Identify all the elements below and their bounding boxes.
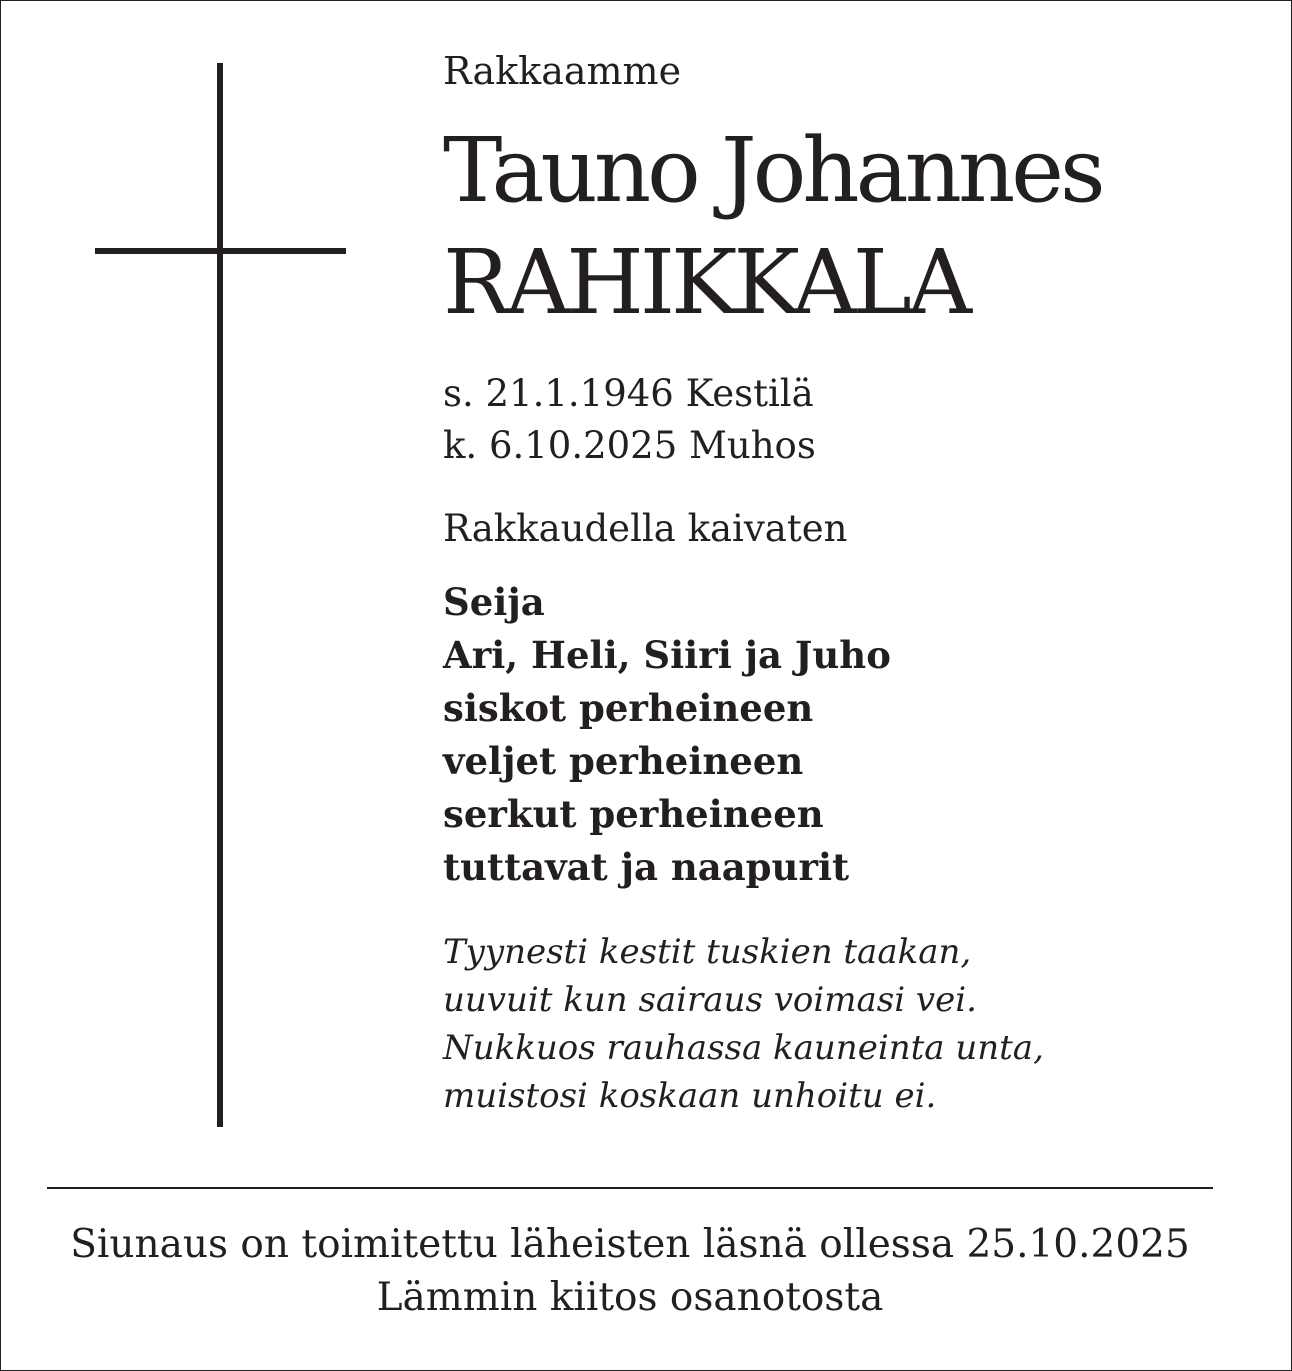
poem-line: Nukkuos rauhassa kauneinta unta, — [443, 1028, 1044, 1068]
family-member: tuttavat ja naapurit — [443, 845, 850, 889]
obituary-content — [443, 48, 1263, 1120]
blessing-text: Siunaus on toimitettu läheisten läsnä ollessa 25.10.2025 — [70, 1222, 1190, 1267]
family-member: siskot perheineen — [443, 686, 814, 730]
birth-date: s. 21.1.1946 Kestilä — [443, 372, 814, 415]
poem-line: muistosi koskaan unhoitu ei. — [443, 1076, 937, 1116]
divider-line — [47, 1187, 1213, 1189]
cross-vertical-bar — [217, 63, 223, 1127]
poem-line: Tyynesti kestit tuskien taakan, — [443, 932, 972, 972]
cross-horizontal-bar — [95, 248, 346, 254]
surname: RAHIKKALA — [443, 230, 969, 334]
family-member: Seija — [443, 580, 545, 624]
poem-line: uuvuit kun sairaus voimasi vei. — [443, 980, 977, 1020]
family-member: veljet perheineen — [443, 739, 804, 783]
mourning-text: Rakkaudella kaivaten — [443, 507, 848, 550]
family-member: serkut perheineen — [443, 792, 824, 836]
deceased-name — [443, 114, 1263, 338]
thanks-text: Lämmin kiitos osanotosta — [376, 1275, 884, 1320]
funeral-note — [0, 1218, 1260, 1324]
memorial-poem — [443, 928, 1263, 1120]
family-member: Ari, Heli, Siiri ja Juho — [443, 633, 891, 677]
first-names: Tauno Johannes — [443, 118, 1102, 222]
death-date: k. 6.10.2025 Muhos — [443, 424, 816, 467]
life-dates — [443, 368, 1263, 472]
intro-text: Rakkaamme — [443, 49, 682, 93]
family-list — [443, 576, 1263, 894]
